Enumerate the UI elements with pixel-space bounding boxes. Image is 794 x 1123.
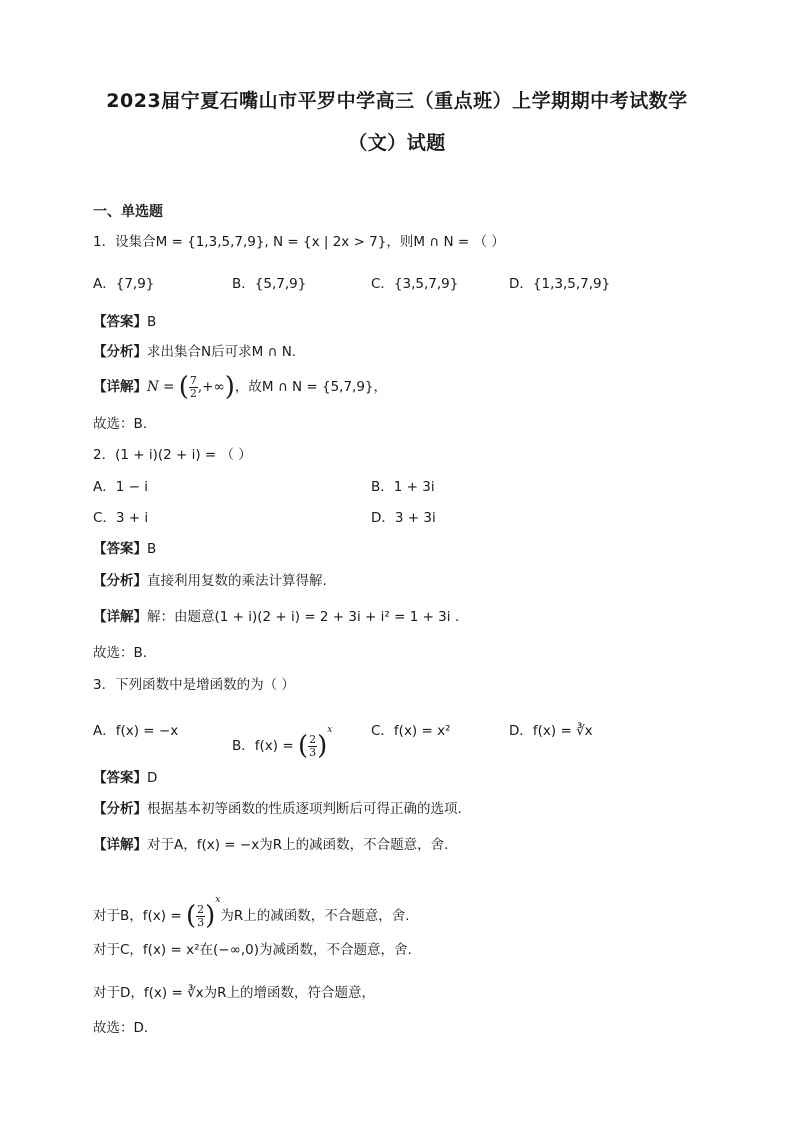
q3-line-b-num: 2 [197,902,205,916]
answer-label: 【答案】 [93,541,147,557]
left-paren: ( [185,901,197,931]
q2-answer-value: B [147,541,157,557]
q1-detail-post: ，故M ∩ N = {5,7,9}， [234,379,388,395]
detail-label: 【详解】 [93,609,147,625]
q2-answer [93,539,156,559]
q3-option-b-num: 2 [309,732,317,746]
q3-option-b-den: 3 [309,745,317,759]
q3-option-b [232,708,332,768]
q3-option-b-fraction [308,734,317,759]
select-label: 故选： [93,1020,134,1036]
q2-analysis-text: 直接利用复数的乘法计算得解. [147,573,327,589]
q2-option-b: B．1 + 3i [371,479,435,495]
q1-option-d: D．{1,3,5,7,9} [509,276,611,292]
q3-line-b-exp: x [215,895,221,905]
q1-stem: 1．设集合M = {1,3,5,7,9}, N = {x | 2x > 7}，则M ∩ N = （ ） [93,234,505,250]
q1-answer-value: B [147,314,157,330]
select-label: 故选： [93,416,134,432]
q3-line-b-fraction [196,904,205,929]
q1-detail [93,370,387,404]
q1-option-b: B．{5,7,9} [232,276,307,292]
q3-line-b-den: 3 [197,915,205,929]
q1-analysis-text: 求出集合N后可求M ∩ N. [147,344,297,360]
q3-analysis [93,799,462,819]
q3-answer-value: D [147,770,158,786]
q3-answer [93,768,157,788]
q2-option-d: D．3 + 3i [371,510,436,526]
q3-option-c: C．f(x) = x² [371,723,451,739]
q3-detail-c: 对于C，f(x) = x²在(−∞,0)为减函数，不合题意，舍. [93,942,412,958]
q1-option-c: C．{3,5,7,9} [371,276,459,292]
doc-title-line1: 2023届宁夏石嘴山市平罗中学高三（重点班）上学期期中考试数学 [106,90,688,112]
right-paren: ) [205,901,216,931]
analysis-label: 【分析】 [93,573,147,589]
q3-select-value: D. [133,1020,149,1036]
q3-option-d: D．f(x) = ∛x [509,723,593,739]
q3-option-a: A．f(x) = −x [93,723,179,739]
select-label: 故选： [93,645,134,661]
q1-option-a: A．{7,9} [93,276,155,292]
q3-detail [93,835,448,855]
q3-detail-text: 对于A，f(x) = −x为R上的减函数，不合题意，舍. [147,837,449,853]
q1-detail-tail: ,+∞ [197,379,225,395]
q2-detail [93,607,459,627]
q3-line-b-pre: 对于B，f(x) = [93,908,186,924]
q3-option-b-exp: x [327,725,333,735]
right-paren: ) [317,731,328,761]
q2-option-a: A．1 − i [93,479,148,495]
answer-label: 【答案】 [93,770,147,786]
q3-analysis-text: 根据基本初等函数的性质逐项判断后可得正确的选项. [147,801,462,817]
q1-analysis [93,342,296,362]
q3-option-b-pre: B．f(x) = [232,738,298,754]
q1-detail-pre: N = [147,379,179,395]
doc-title-line2: （文）试题 [348,132,446,154]
q1-select [93,414,147,434]
q2-detail-text: 解：由题意(1 + i)(2 + i) = 2 + 3i + i² = 1 + 3i . [147,609,460,625]
q2-analysis [93,571,327,591]
q2-select-value: B. [133,645,148,661]
detail-label: 【详解】 [93,837,147,853]
answer-label: 【答案】 [93,314,147,330]
q1-fraction-den: 2 [189,386,197,400]
q1-fraction [189,375,198,400]
q1-fraction-num: 7 [189,373,197,387]
detail-label: 【详解】 [93,379,147,395]
q3-detail-d: 对于D，f(x) = ∛x为R上的增函数，符合题意， [93,985,376,1001]
right-paren: ) [224,372,235,402]
q2-select [93,643,147,663]
left-paren: ( [178,372,189,402]
q3-stem: 3．下列函数中是增函数的为（ ） [93,677,295,693]
q3-select [93,1018,148,1038]
q3-line-b-post: 为R上的减函数，不合题意，舍. [220,908,410,924]
left-paren: ( [297,731,309,761]
q3-detail-b [93,878,410,938]
q1-answer [93,312,156,332]
q2-option-c: C．3 + i [93,510,149,526]
analysis-label: 【分析】 [93,344,147,360]
section-heading: 一、单选题 [93,204,163,220]
analysis-label: 【分析】 [93,801,147,817]
q1-select-value: B. [133,416,148,432]
q2-stem: 2．(1 + i)(2 + i) = （ ） [93,447,252,463]
